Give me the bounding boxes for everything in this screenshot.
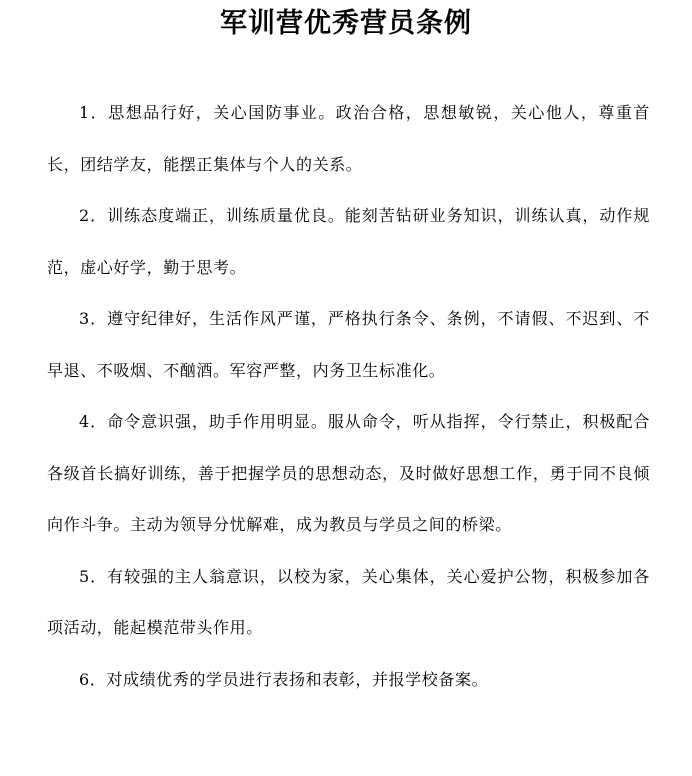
clause-4: 4．命令意识强，助手作用明显。服从命令，听从指挥，令行禁止，积极配合各级首长搞好训练，善于把握学员的思想动态，及时做好思想工作，勇于同不良倾向作斗争。主动为领导分忧解难，成为教员与学员之间的桥梁。	[47, 412, 650, 534]
document-body	[47, 87, 650, 705]
clause-5: 5．有较强的主人翁意识，以校为家，关心集体，关心爱护公物，积极参加各项活动，能起模范带头作用。	[47, 566, 650, 637]
clause-1: 1．思想品行好，关心国防事业。政治合格，思想敏锐，关心他人，尊重首长，团结学友，能摆正集体与个人的关系。	[47, 103, 650, 174]
clause-2: 2．训练态度端正，训练质量优良。能刻苦钻研业务知识，训练认真，动作规范，虚心好学，勤于思考。	[47, 206, 650, 277]
clause-6: 6．对成绩优秀的学员进行表扬和表彰，并报学校备案。	[79, 669, 489, 689]
clause-3: 3．遵守纪律好，生活作风严谨，严格执行条令、条例，不请假、不迟到、不早退、不吸烟、不酗酒。军容严整，内务卫生标准化。	[47, 309, 650, 380]
document-title: 军训营优秀营员条例	[220, 8, 472, 39]
